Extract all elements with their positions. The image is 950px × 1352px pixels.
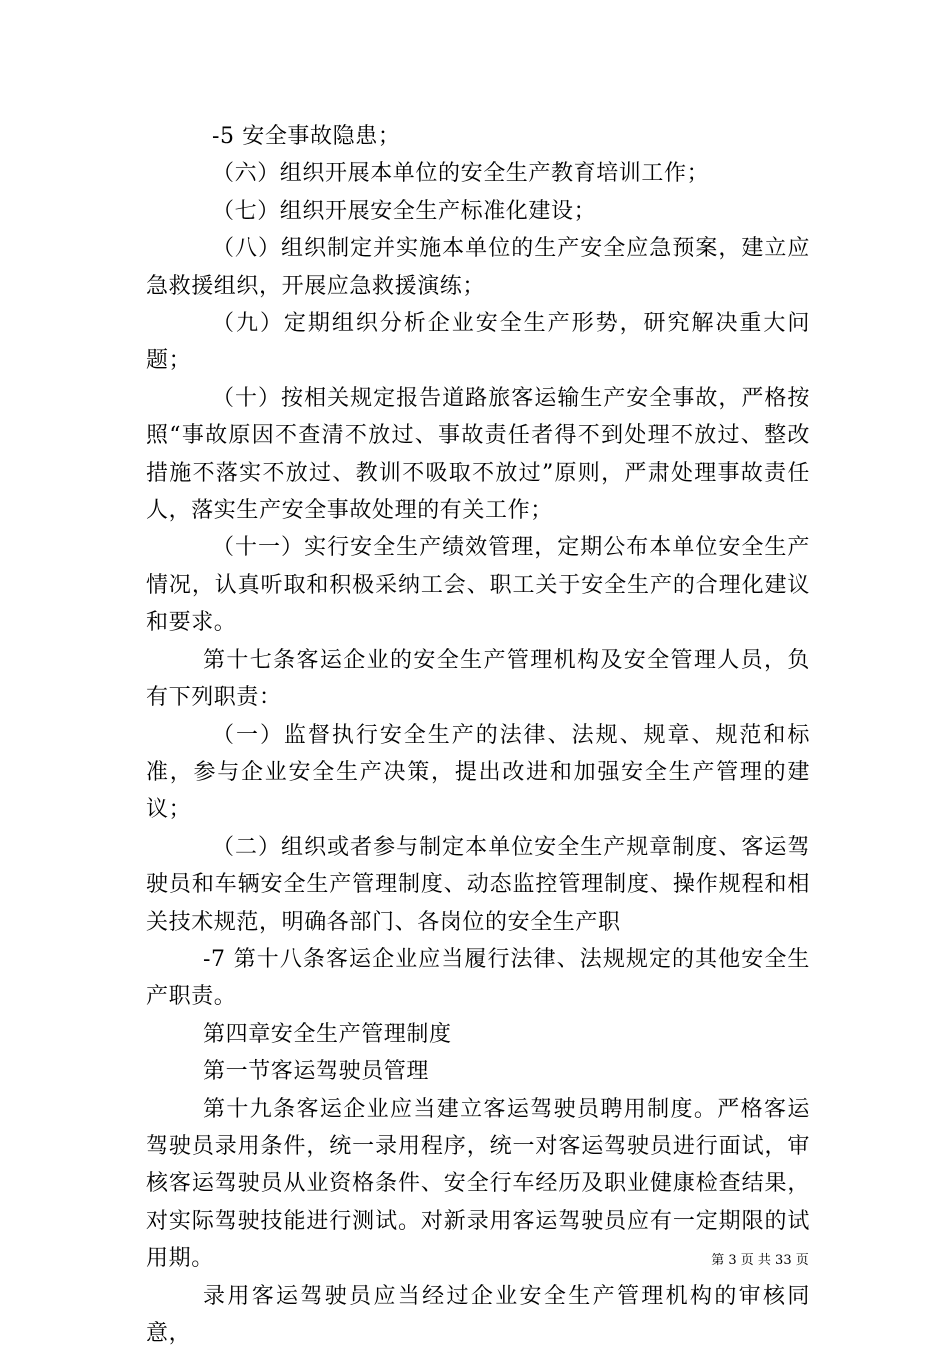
paragraph-item-10: （十）按相关规定报告道路旅客运输生产安全事故，严格按照“事故原因不查清不放过、事故责任者得不到处理不放过、整改措施不落实不放过、教训不吸取不放过”原则，严肃处理事故责任人，落实生产安全事故处理的有关工作； [146, 385, 810, 524]
paragraph-duty-2: （二）组织或者参与制定本单位安全生产规章制度、客运驾驶员和车辆安全生产管理制度、动态监控管理制度、操作规程和相关技术规范，明确各部门、各岗位的安全生产职 [146, 834, 810, 935]
paragraph-item-7: （七）组织开展安全生产标准化建设； [212, 198, 597, 224]
paragraph-article-18: -7 第十八条客运企业应当履行法律、法规规定的其他安全生产职责。 [146, 946, 810, 1010]
document-body [146, 118, 810, 1352]
paragraph-item-6: （六）组织开展本单位的安全生产教育培训工作； [212, 161, 710, 187]
paragraph-article-19: 第十九条客运企业应当建立客运驾驶员聘用制度。严格客运驾驶员录用条件，统一录用程序，统一对客运驾驶员进行面试，审核客运驾驶员从业资格条件、安全行车经历及职业健康检查结果，对实际驾驶技能进行测试。对新录用客运驾驶员应有一定期限的试用期。 [146, 1096, 810, 1272]
paragraph-item-11: （十一）实行安全生产绩效管理，定期公布本单位安全生产情况，认真听取和积极采纳工会、职工关于安全生产的合理化建议和要求。 [146, 535, 810, 636]
paragraph-hiring-approval: 录用客运驾驶员应当经过企业安全生产管理机构的审核同意， [146, 1283, 810, 1346]
chapter-heading: 第四章安全生产管理制度 [203, 1021, 452, 1047]
page-number-footer: 第 3 页 共 33 页 [711, 1253, 809, 1268]
section-heading: 第一节客运驾驶员管理 [203, 1059, 430, 1085]
paragraph-item-8: （八）组织制定并实施本单位的生产安全应急预案，建立应急救援组织，开展应急救援演练； [146, 236, 810, 299]
paragraph-hazard: -5 安全事故隐患； [212, 124, 401, 149]
paragraph-duty-1: （一）监督执行安全生产的法律、法规、规章、规范和标准，参与企业安全生产决策，提出改进和加强安全生产管理的建议； [146, 722, 810, 823]
paragraph-item-9: （九）定期组织分析企业安全生产形势，研究解决重大问题； [146, 311, 810, 374]
paragraph-article-17: 第十七条客运企业的安全生产管理机构及安全管理人员，负有下列职责： [146, 647, 810, 711]
